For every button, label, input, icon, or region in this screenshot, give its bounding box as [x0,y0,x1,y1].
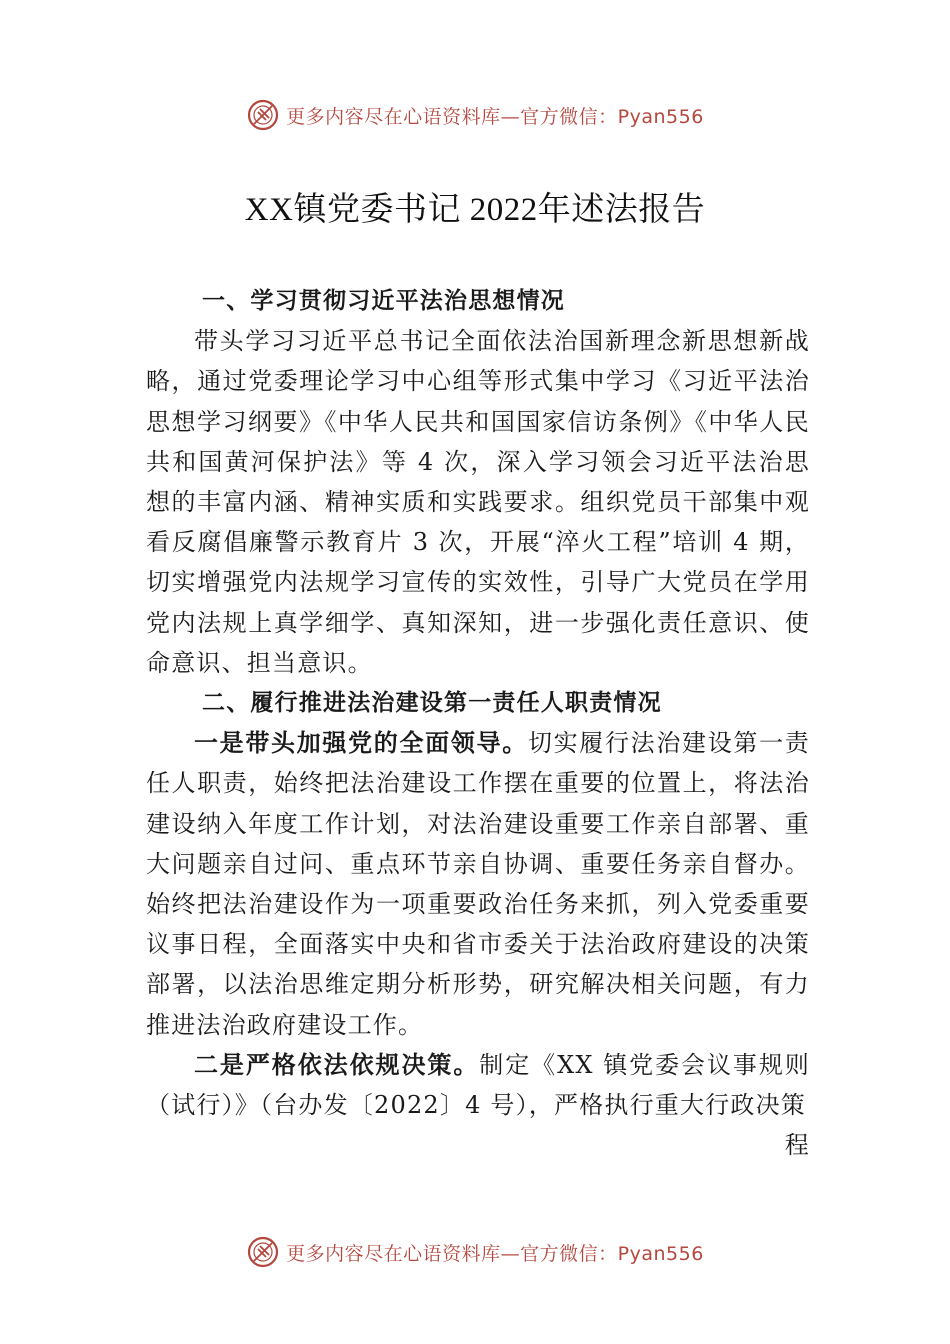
footer-banner [0,1232,950,1272]
section-2-paragraph-1 [146,723,810,1045]
paragraph-lead: 二是严格依法依规决策。 [194,1050,480,1079]
banner-text: 更多内容尽在心语资料库—官方微信：Pyan556 [286,105,704,128]
document-body [146,281,810,1165]
banner-wechat-id: Pyan556 [617,105,704,128]
section-1-heading: 一、学习贯彻习近平法治思想情况 [202,288,565,314]
section-1-paragraph: 带头学习习近平总书记全面依法治国新理念新思想新战略，通过党委理论学习中心组等形式集中学习《习近平法治思想学习纲要》《中华人民共和国国家信访条例》《中华人民共和国黄河保护法》等 4 次，深入学习领会习近平法治思想的丰富内涵、精神实质和实践要求。组织党员干部集中观看反腐倡廉警示教育片 3 次，开展“淬火工程”培训 4 期， 切实增强党内法规学习宣传的实效性，引导广大党员在学用党内法规上真学细学、真知深知，进一步强化责任意识、使命意识、担当意识。 [146,327,810,677]
section-2-paragraph-2 [146,1045,810,1125]
paragraph-body: 切实履行法治建设第一责任人职责，始终把法治建设工作摆在重要的位置上，将法治建设纳入年度工作计划，对法治建设重要工作亲自部署、重大问题亲自过问、重点环节亲自协调、重要任务亲自督办。 始终把法治建设作为一项重要政治任务来抓，列入党委重要议事日程，全面落实中央和省市委关于法治政府建设的决策部署，以法治思维定期分析形势，研究解决相关问题，有力推进法治政府建设工作。 [146,729,811,1039]
paragraph-lead: 一是带头加强党的全面领导。 [194,729,528,758]
header-banner [0,95,950,135]
paragraph-body: 制定《XX 镇党委会议事规则（试行）》（台办发〔2022〕4 号），严格执行重大行政决策 [146,1050,810,1120]
page-title: XX镇党委书记 2022年述法报告 [244,192,706,228]
seal-logo-icon [246,98,280,132]
seal-logo-icon [246,1235,280,1269]
paragraph-continuation: 程 [784,1131,810,1160]
banner-text: 更多内容尽在心语资料库—官方微信：Pyan556 [286,1242,704,1265]
section-2-heading: 二、履行推进法治建设第一责任人职责情况 [202,690,662,717]
banner-wechat-id: Pyan556 [617,1242,704,1265]
